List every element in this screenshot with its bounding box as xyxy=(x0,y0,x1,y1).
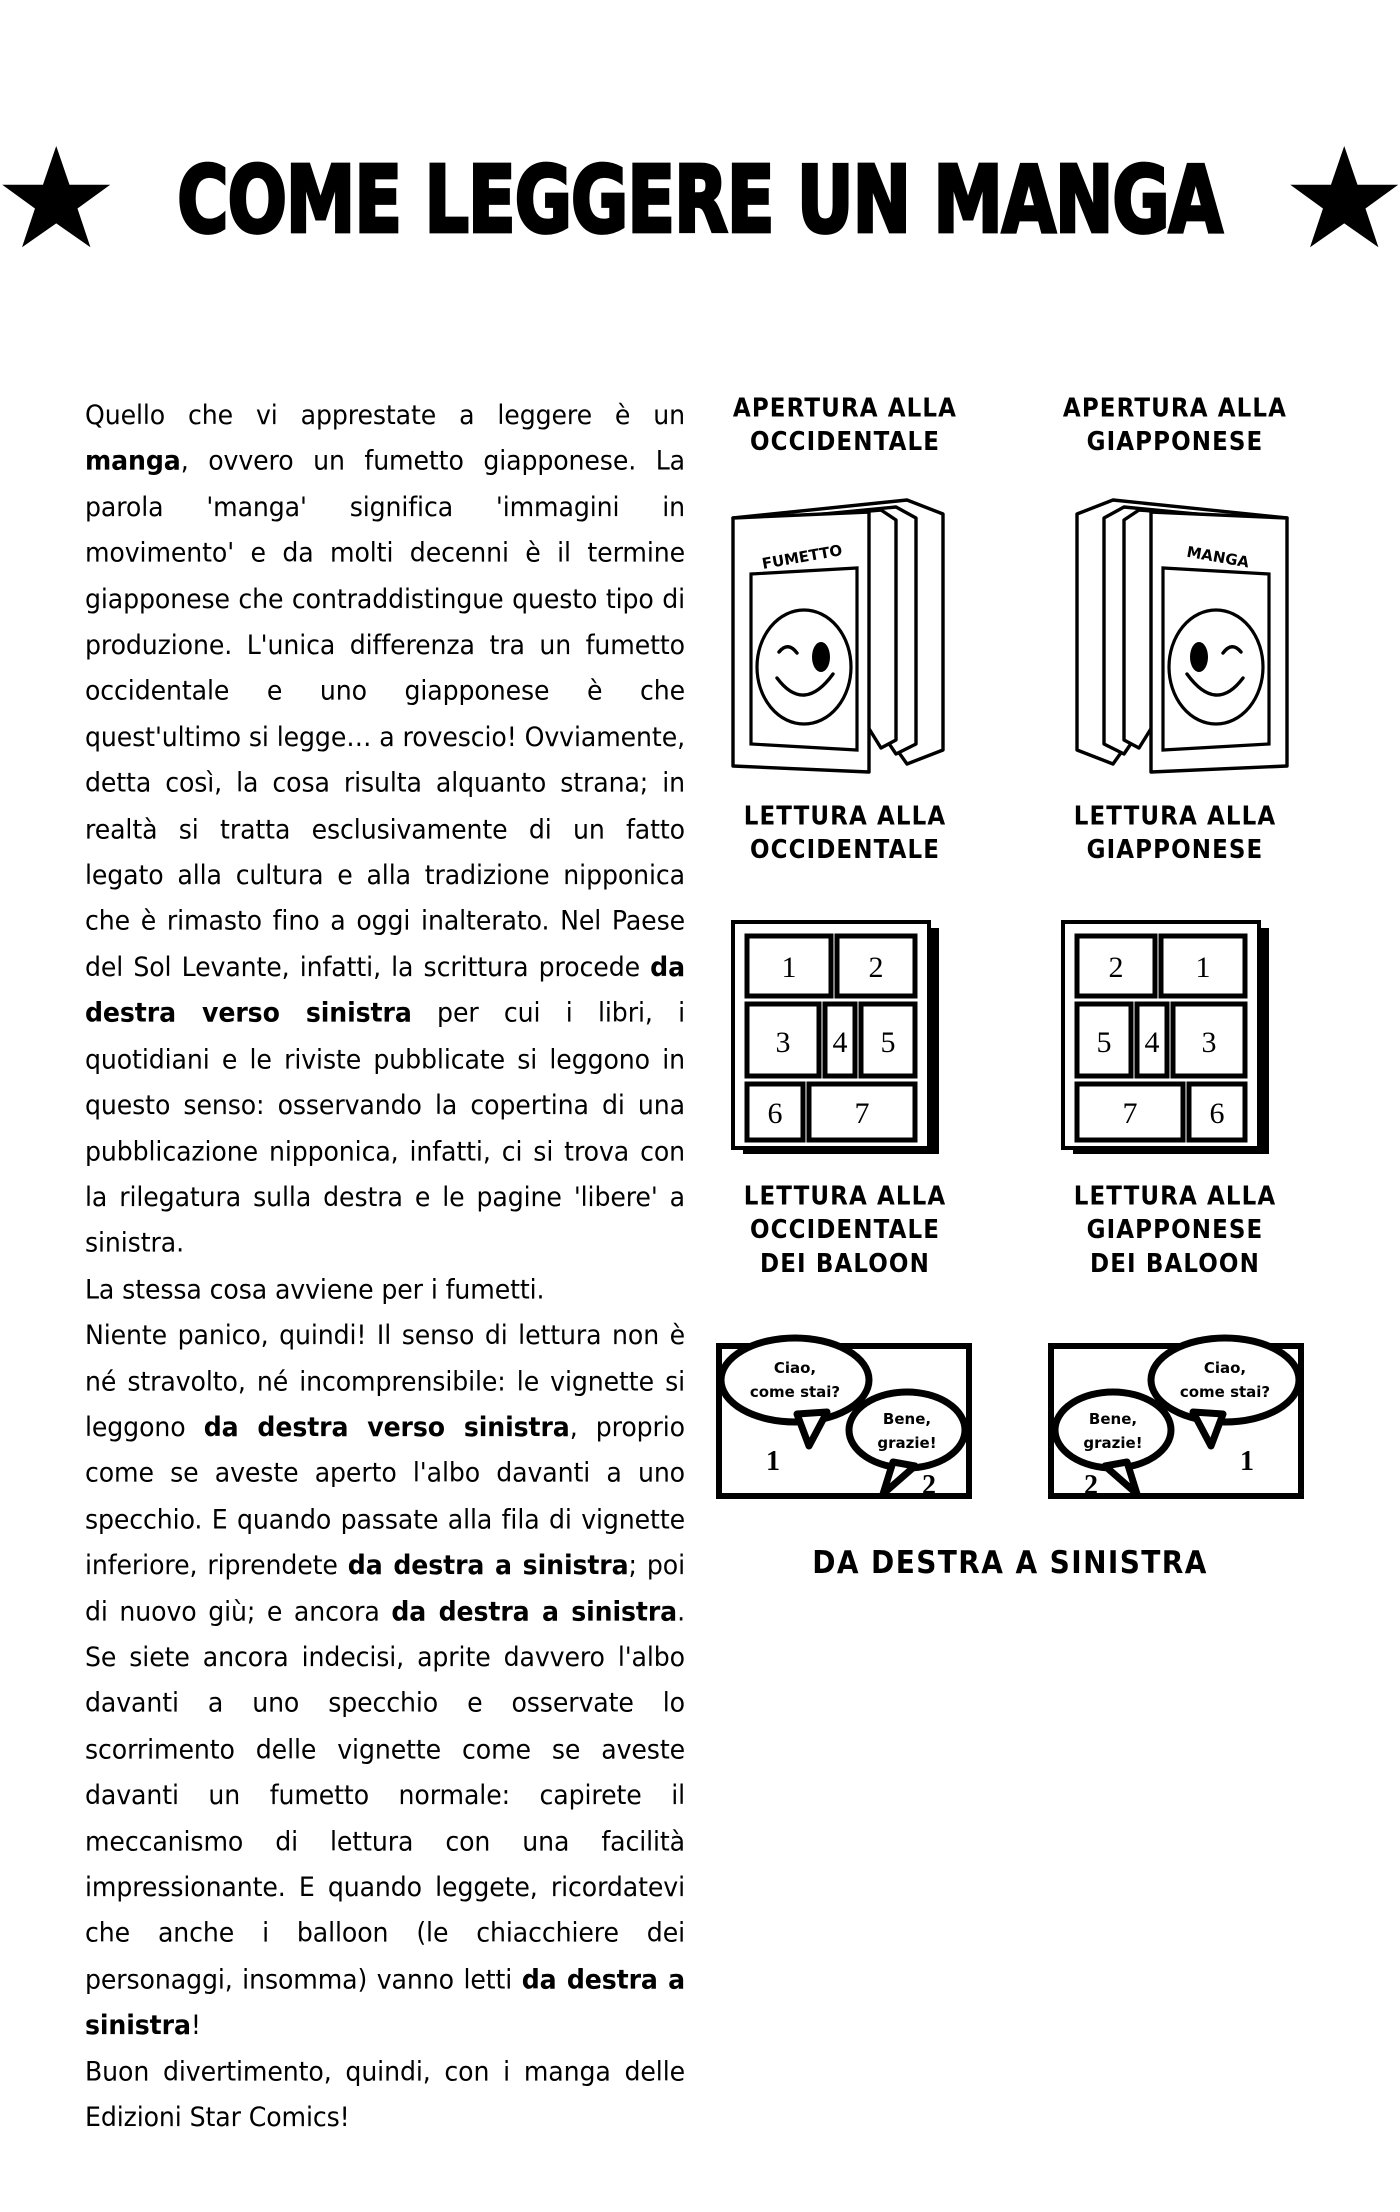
caption-lettura-occidentale xyxy=(700,800,990,867)
panel-number: 3 xyxy=(775,1026,791,1059)
balloon-text-line: Bene, xyxy=(1088,1410,1138,1428)
panel-number: 2 xyxy=(1108,951,1124,984)
figure-column xyxy=(700,392,1320,1581)
caption-line: APERTURA ALLA xyxy=(1062,394,1288,424)
body-text-run: Niente panico, quindi! Il senso di lettura non è né stravolto, né incomprensibile: le vignette si leggono xyxy=(85,1319,685,1443)
body-text-run: . Se siete ancora indecisi, aprite davvero l'albo davanti a uno specchio e osservate lo scorrimento delle vignette come se aveste davanti un fumetto normale: capirete il meccanismo di lettura con una facilità impressionante. E quando leggete, ricordatevi che anche i balloon (le chiacchiere dei personaggi, insomma) vanno letti xyxy=(85,1595,685,1995)
page-grid-japanese-icon xyxy=(1055,916,1295,1166)
balloon-panel-japanese xyxy=(1030,1318,1320,1508)
panel-number: 2 xyxy=(868,951,884,984)
book-fumetto-icon xyxy=(711,482,979,782)
book-label-fumetto: FUMETTO xyxy=(760,541,844,573)
emphasis-text: da destra a sinistra xyxy=(347,1549,629,1581)
balloon-number-two: 2 xyxy=(1084,1470,1098,1501)
panel-number: 3 xyxy=(1201,1026,1217,1059)
body-text-run: per cui i libri, i quotidiani e le riviste pubblicate si leggono in questo senso: osservando la copertina di una pubblicazione nipponica, infatti, ci si trova con la rilegatura sulla destra e le pagine 'libere' a sinistra. xyxy=(85,997,685,1259)
body-text-run: Quello che vi apprestate a leggere è un xyxy=(85,399,685,431)
article-paragraph xyxy=(85,1266,685,1312)
body-text-run: Buon divertimento, quindi, con i manga delle Edizioni Star Comics! xyxy=(85,2055,685,2133)
balloon-number-one: 1 xyxy=(1240,1446,1254,1477)
panel-grid-japanese xyxy=(1030,916,1320,1166)
caption-line: DEI BALOON xyxy=(1090,1249,1260,1279)
balloon-text-line: Ciao, xyxy=(1203,1359,1247,1377)
panel-number: 1 xyxy=(781,951,797,984)
book-illustrations xyxy=(700,482,1320,782)
page-header xyxy=(0,120,1400,280)
panel-number: 7 xyxy=(854,1097,870,1130)
page-grid-western-icon xyxy=(725,916,965,1166)
caption-line: GIAPPONESE xyxy=(1086,427,1264,457)
article-paragraph xyxy=(85,1312,685,2048)
panel-number: 5 xyxy=(1096,1026,1112,1059)
panel-number: 4 xyxy=(832,1026,848,1059)
caption-line: OCCIDENTALE xyxy=(749,835,941,865)
caption-line: APERTURA ALLA xyxy=(732,394,958,424)
panel-grid-western xyxy=(700,916,990,1166)
balloon-panel-western xyxy=(700,1318,990,1508)
emphasis-text: da destra verso sinistra xyxy=(85,951,685,1029)
caption-line: OCCIDENTALE xyxy=(749,427,941,457)
article-paragraph xyxy=(85,2048,685,2140)
book-japanese xyxy=(1030,482,1320,782)
balloon-captions xyxy=(700,1180,1320,1279)
caption-line: LETTURA ALLA xyxy=(1073,1182,1277,1212)
caption-da-destra-a-sinistra: DA DESTRA A SINISTRA xyxy=(812,1544,1208,1581)
caption-line: OCCIDENTALE xyxy=(749,1215,941,1245)
emphasis-text: manga xyxy=(85,445,181,477)
book-western xyxy=(700,482,990,782)
emphasis-text: da destra verso sinistra xyxy=(203,1411,570,1443)
caption-line: GIAPPONESE xyxy=(1086,835,1264,865)
opening-captions xyxy=(700,392,1320,457)
caption-apertura-occidentale xyxy=(700,392,990,459)
caption-apertura-giapponese xyxy=(1030,392,1320,459)
panel-number: 5 xyxy=(880,1026,896,1059)
balloon-examples xyxy=(700,1318,1320,1508)
body-text-run: La stessa cosa avviene per i fumetti. xyxy=(85,1273,545,1305)
balloon-text-line: Bene, xyxy=(882,1410,932,1428)
balloon-text-line: grazie! xyxy=(1083,1434,1143,1452)
article-paragraph xyxy=(85,392,685,1266)
emphasis-text: da destra a sinistra xyxy=(391,1595,678,1627)
body-text-run: , ovvero un fumetto giapponese. La parola 'manga' significa 'immagini in movimento' e da molti decenni è il termine giapponese che contraddistingue questo tipo di produzione. L'unica differenza tra un fumetto occidentale e uno giapponese è che quest'ultimo si legge… a rovescio! Ovviamente, detta così, la cosa risulta alquanto strana; in realtà si tratta esclusivamente di un fatto legato alla cultura e alla tradizione nipponica che è rimasto fino a oggi inalterato. Nel Paese del Sol Levante, infatti, la scrittura procede xyxy=(85,445,685,983)
balloon-text-line: grazie! xyxy=(877,1434,937,1452)
balloon-scene-western-icon xyxy=(705,1318,985,1508)
balloon-number-one: 1 xyxy=(766,1446,780,1477)
panel-number: 7 xyxy=(1122,1097,1138,1130)
caption-line: LETTURA ALLA xyxy=(743,802,947,832)
caption-line: GIAPPONESE xyxy=(1086,1215,1264,1245)
article-body xyxy=(85,392,685,2133)
book-manga-icon xyxy=(1041,482,1309,782)
panel-grids xyxy=(700,916,1320,1166)
panel-number: 4 xyxy=(1144,1026,1160,1059)
balloon-number-two: 2 xyxy=(922,1470,936,1501)
page-title: COME LEGGERE UN MANGA xyxy=(177,145,1223,254)
caption-baloon-occidentale xyxy=(700,1180,990,1281)
body-text-run: ! xyxy=(190,2009,201,2041)
caption-lettura-giapponese xyxy=(1030,800,1320,867)
caption-baloon-giapponese xyxy=(1030,1180,1320,1281)
body-text-run: ; poi di nuovo giù; e ancora xyxy=(85,1549,685,1627)
caption-line: LETTURA ALLA xyxy=(743,1182,947,1212)
caption-line: DEI BALOON xyxy=(760,1249,930,1279)
panel-number: 6 xyxy=(1209,1097,1225,1130)
balloon-scene-japanese-icon xyxy=(1035,1318,1315,1508)
panel-number: 1 xyxy=(1195,951,1211,984)
panel-number: 6 xyxy=(767,1097,783,1130)
balloon-text-line: come stai? xyxy=(749,1383,841,1401)
caption-line: LETTURA ALLA xyxy=(1073,802,1277,832)
article-text xyxy=(85,392,685,2140)
balloon-text-line: come stai? xyxy=(1179,1383,1271,1401)
body-text-run: , proprio come se aveste aperto l'albo davanti a uno specchio. E quando passate alla fila di vignette inferiore, riprendete xyxy=(85,1411,685,1581)
emphasis-text: da destra a sinistra xyxy=(85,1963,685,2041)
balloon-text-line: Ciao, xyxy=(773,1359,817,1377)
star-icon xyxy=(0,139,112,261)
star-icon xyxy=(1288,139,1400,261)
book-label-manga: MANGA xyxy=(1185,542,1251,572)
reading-captions xyxy=(700,800,1320,865)
